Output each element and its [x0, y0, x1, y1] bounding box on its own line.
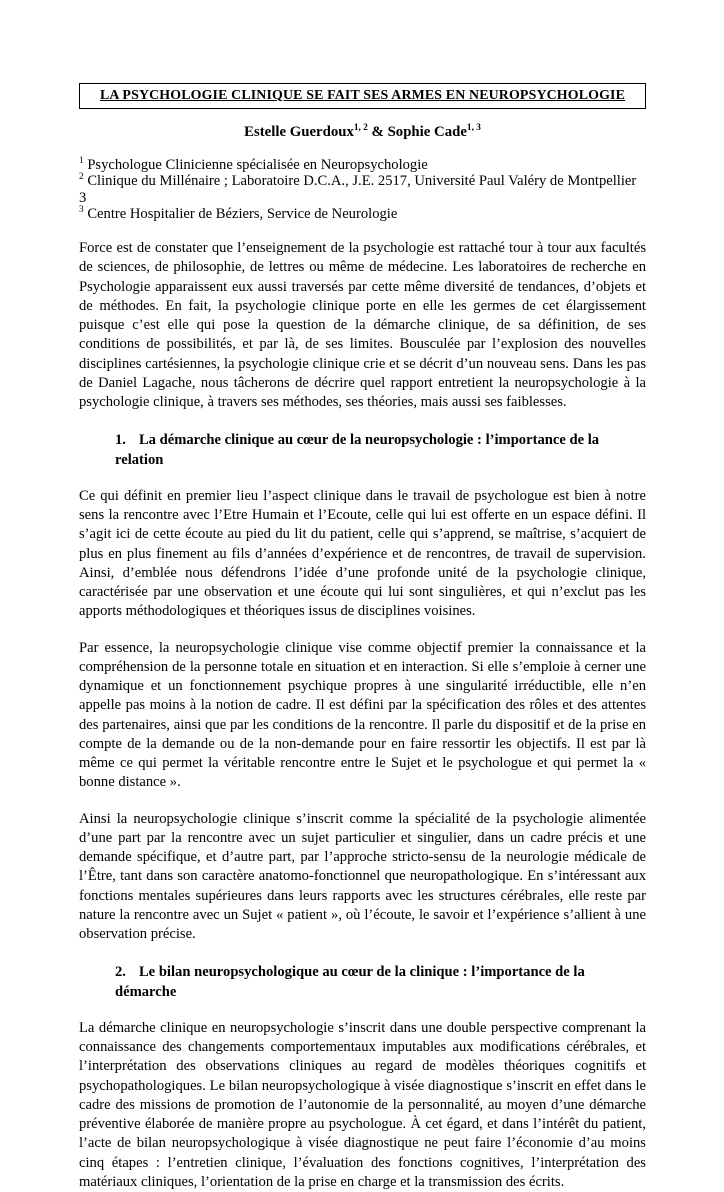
affiliations-block	[79, 157, 646, 222]
affiliation-text: Psychologue Clinicienne spécialisée en Neuropsychologie	[87, 157, 428, 173]
body-paragraph: La démarche clinique en neuropsychologie s’inscrit dans une double perspective comprenant la connaissance des changements comportementaux imputables aux modifications cérébrales, et l’interprétation des observations cliniques au regard de modèles théoriques cognitifs et psychopathologiques. Le bilan neuropsychologique à visée diagnostique s’inscrit en effet dans le cadre des missions de promotion de l’autonomie de la personnalité, au moyen d’une démarche préventive élaborée de manière propre au psychologue. À cet égard, et dans l’intérêt du patient, l’acte de bilan neuropsychologique à visée diagnostique ne peut faire l’économie d’au moins cinq étapes : l’entretien clinique, l’évaluation des fonctions cognitives, l’interprétation des matériaux cliniques, l’orientation de la prise en charge et la transmission des écrits.	[79, 1019, 646, 1190]
byline	[79, 124, 646, 141]
author-affiliation-marker: 1, 3	[466, 123, 481, 134]
affiliation-text: Centre Hospitalier de Béziers, Service de Neurologie	[87, 205, 398, 222]
section-title: Le bilan neuropsychologique au cœur de la clinique : l’importance de la démarche	[115, 964, 585, 1000]
affiliation-marker: 2	[79, 172, 84, 183]
section-heading-2	[79, 963, 646, 1002]
author-name: Estelle Guerdoux	[244, 124, 354, 140]
body-paragraph: Ainsi la neuropsychologie clinique s’inscrit comme la spécialité de la psychologie alimentée d’une part par la rencontre avec un sujet particulier et singulier, dans un cadre précis et une demande spécifique, et d’autre part, par l’approche stricto-sensu de la neurologie médicale de l’Être, tant dans son caractère anatomo-fonctionnel que neuropathologique. En s’intéressant aux fonctions mentales supérieures dans leurs rapports avec les structures cérébrales, elle reste par nature la rencontre avec un Sujet « patient », où l’écoute, le savoir et l’expérience s’allient à une observation précise.	[79, 810, 646, 943]
byline-separator: &	[367, 124, 388, 140]
section-number: 2.	[115, 964, 126, 981]
intro-paragraph: Force est de constater que l’enseignement de la psychologie est rattaché tour à tour aux facultés de sciences, de philosophie, de lettres ou même de médecine. Les laboratoires de recherche en Psychologie apparaissent eux aussi traversés par cette même diversité de tendances, d’objets et de méthodes. En fait, la psychologie clinique porte en elle les germes de cet élargissement puisque c’est elle qui pose la question de la démarche clinique, de sa définition, de ses conditions de possibilités, et par là, de ses limites. Bousculée par l’explosion des nouvelles disciplines cartésiennes, la psychologie clinique crie et se décrit d’un nouveau sens. Dans les pas de Daniel Lagache, nous tâcherons de décrire quel rapport entretient la neuropsychologie à la psychologie clinique, à travers ses méthodes, ses théories, mais aussi ses faiblesses.	[79, 240, 646, 411]
author-name: Sophie Cade	[387, 124, 467, 140]
affiliation-text: Clinique du Millénaire ; Laboratoire D.C.A., J.E. 2517, Université Paul Valéry de Montpellier 3	[79, 173, 637, 206]
affiliation-line	[79, 157, 646, 173]
section-number: 1.	[115, 432, 126, 449]
affiliation-line	[79, 206, 646, 222]
body-paragraph: Par essence, la neuropsychologie clinique vise comme objectif premier la connaissance et la compréhension de la personne totale en situation et en interaction. Si elle s’emploie à cerner une dynamique et un fonctionnement psychique propres à une singularité irréductible, elle n’en appelle pas moins à la notion de cadre. Il est défini par la spécification des rôles et des attentes des partenaires, ainsi que par les conditions de la rencontre. Il parle du dispositif et de la prise en compte de la demande ou de la non-demande pour en faire ressortir les objectifs. Il est par là même ce qui permet la véritable rencontre entre le Sujet et le psychologue et qui permet la « bonne distance ».	[79, 639, 646, 791]
body-paragraph: Ce qui définit en premier lieu l’aspect clinique dans le travail de psychologue est bien à notre sens la rencontre avec l’Etre Humain et l’Ecoute, celle qui lui est offerte en un espace défini. Il s’agit ici de cette écoute au pied du lit du patient, celle qui s’apprend, se maîtrise, s’acquiert de plus en plus finement au fils d’années d’expérience et de rencontres, de travail de supervision. Ainsi, d’emblée nous défendrons l’idée d’une profonde unité de la psychologie clinique, caractérisée par une observation et une écoute qui lui sont singulières, et qui n’exclut pas les apports méthodologiques et théoriques issus de disciplines voisines.	[79, 487, 646, 620]
page-title: LA PSYCHOLOGIE CLINIQUE SE FAIT SES ARMES EN NEUROPSYCHOLOGIE	[99, 88, 626, 103]
section-heading-1	[79, 431, 646, 470]
affiliation-marker: 3	[79, 205, 84, 216]
title-box	[79, 83, 646, 109]
affiliation-marker: 1	[79, 156, 84, 167]
affiliation-line	[79, 173, 646, 206]
section-title: La démarche clinique au cœur de la neuropsychologie : l’importance de la relation	[115, 432, 600, 468]
author-affiliation-marker: 1, 2	[353, 123, 368, 134]
